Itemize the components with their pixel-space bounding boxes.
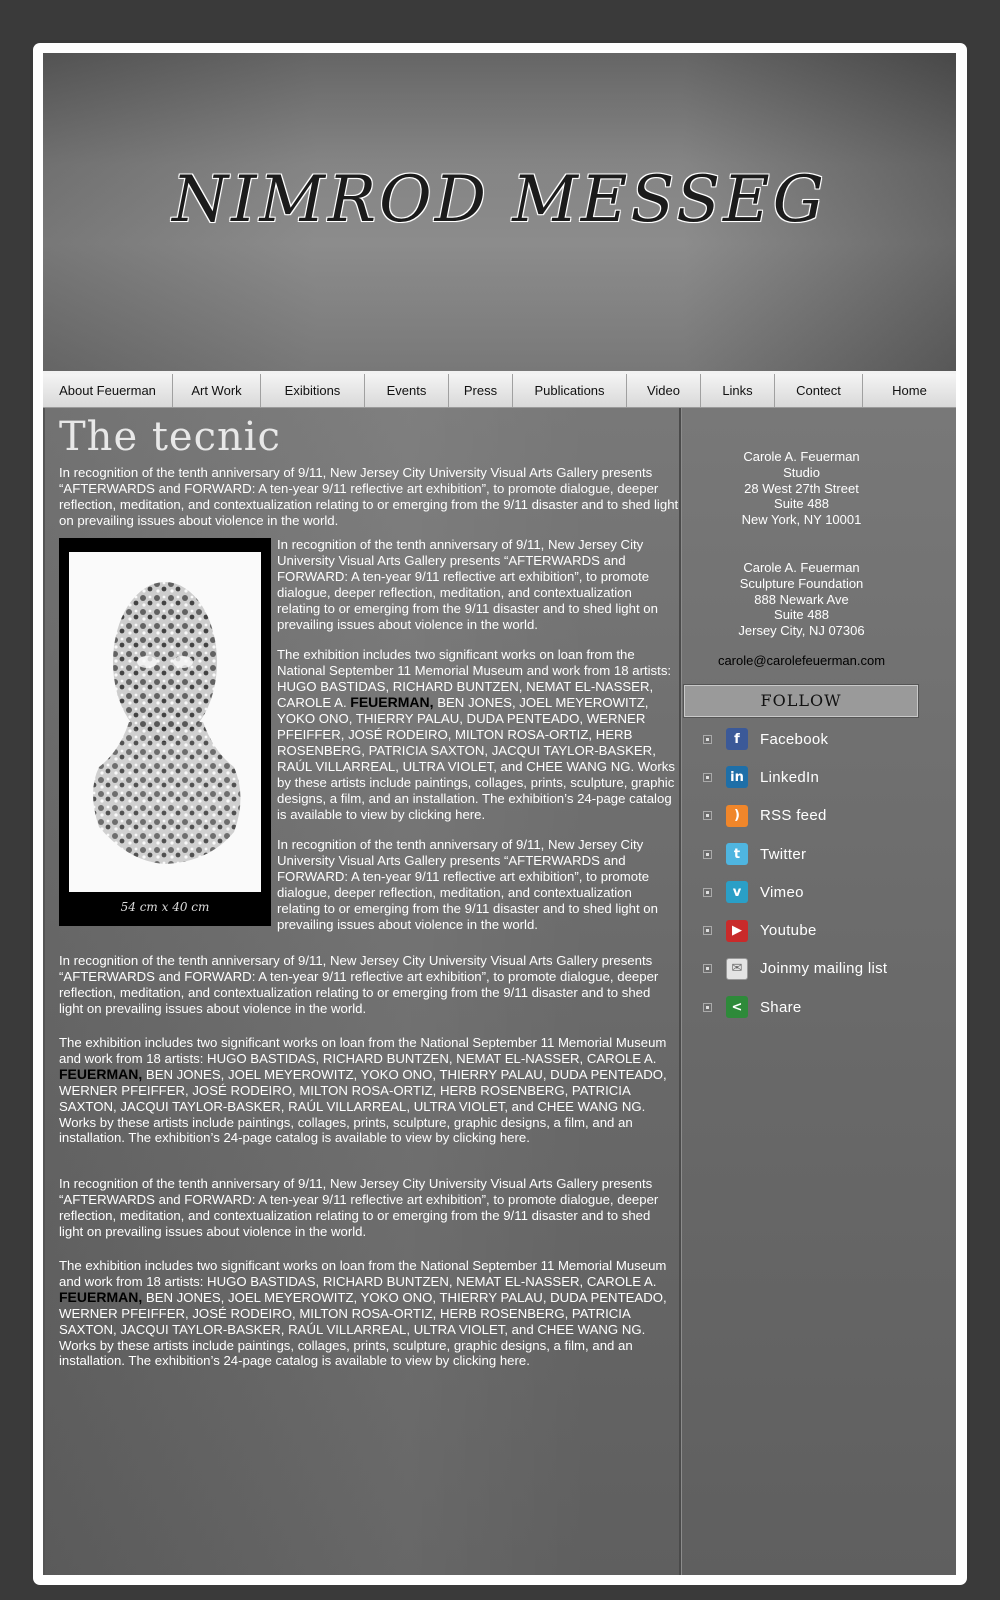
page-title: The tecnic xyxy=(59,414,281,460)
address-line: 28 West 27th Street xyxy=(744,480,859,496)
nav-item-exibitions[interactable]: Exibitions xyxy=(261,374,365,407)
sculpture-head-icon xyxy=(69,552,261,892)
vimeo-icon: v xyxy=(726,881,748,903)
share-icon: < xyxy=(726,996,748,1018)
artist-highlight: FEUERMAN, xyxy=(59,1065,143,1082)
bullet-icon xyxy=(703,773,712,782)
artwork-figure xyxy=(59,538,271,926)
site-header xyxy=(43,53,956,374)
bullet-icon xyxy=(703,850,712,859)
bullet-icon xyxy=(703,926,712,935)
nav-item-contect[interactable]: Contect xyxy=(775,374,863,407)
facebook-icon: f xyxy=(726,728,748,750)
youtube-icon: ▶ xyxy=(726,920,748,942)
foundation-address xyxy=(679,560,924,639)
main-nav xyxy=(43,374,956,408)
address-line: Carole A. Feuerman xyxy=(743,449,860,464)
artist-highlight: FEUERMAN, xyxy=(59,1288,143,1305)
follow-heading: FOLLOW xyxy=(683,684,919,718)
sculpture-image xyxy=(69,552,261,892)
recognition-paragraph: In recognition of the tenth anniversary of 9/11, New Jersey City University Visual Arts Gallery presents “AFTERWARDS and FORWARD: A ten-year 9/11 reflective art exhibition”, to promote dialogue, deeper reflection, meditation, and contextualization relating to or emerging from the 9/11 disaster and to shed light on prevailing issues about violence in the world. xyxy=(59,953,659,1016)
exhibition-paragraph xyxy=(59,1035,671,1146)
artist-highlight: FEUERMAN, xyxy=(350,694,434,711)
bullet-icon xyxy=(703,735,712,744)
main-column xyxy=(43,408,681,1575)
nav-item-press[interactable]: Press xyxy=(449,374,513,407)
exhibition-text: The exhibition includes two significant works on loan from the National September 11 Memorial Museum and work from 18 artists: HUGO BASTIDAS, RICHARD BUNTZEN, NEMAT EL-NASSER, CAROLE A. xyxy=(59,1035,667,1066)
address-line: Carole A. Feuerman xyxy=(743,560,860,575)
site-title: NIMROD MESSEG xyxy=(172,163,827,237)
rss-icon: ) xyxy=(726,805,748,827)
exhibition-paragraph xyxy=(59,1258,671,1369)
mail-icon: ✉ xyxy=(726,958,748,980)
address-line: 888 Newark Ave xyxy=(754,591,849,607)
figure-caption: 54 cm x 40 cm xyxy=(120,900,210,914)
bullet-icon xyxy=(703,1003,712,1012)
wrapped-text-column xyxy=(277,537,675,948)
nav-item-links[interactable]: Links xyxy=(701,374,775,407)
nav-item-publications[interactable]: Publications xyxy=(513,374,627,407)
sidebar xyxy=(679,408,956,1575)
social-label: Share xyxy=(760,998,802,1016)
social-link-facebook[interactable] xyxy=(703,720,943,758)
address-line: Suite 488 xyxy=(774,496,829,512)
page-inner xyxy=(43,53,956,1575)
social-label: Facebook xyxy=(760,730,829,748)
social-link-share[interactable] xyxy=(703,988,943,1026)
nav-item-events[interactable]: Events xyxy=(365,374,449,407)
social-links xyxy=(703,720,943,1026)
exhibition-text: BEN JONES, JOEL MEYEROWITZ, YOKO ONO, THIERRY PALAU, DUDA PENTEADO, WERNER PFEIFFER, JOSÉ RODEIRO, MILTON ROSA-ORTIZ, HERB ROSENBERG, PATRICIA SAXTON, JACQUI TAYLOR-BASKER, RAÚL VILLARREAL, ULTRA VIOLET, and CHEE WANG NG. Works by these artists include paintings, collages, prints, sculpture, graphic designs, a film, and an installation. The exhibition’s 24-page catalog is available to view by clicking here. xyxy=(59,1066,667,1146)
nav-item-about-feuerman[interactable]: About Feuerman xyxy=(43,374,173,407)
studio-address xyxy=(679,449,924,528)
recognition-paragraph: In recognition of the tenth anniversary of 9/11, New Jersey City University Visual Arts Gallery presents “AFTERWARDS and FORWARD: A ten-year 9/11 reflective art exhibition”, to promote dialogue, deeper reflection, meditation, and contextualization relating to or emerging from the 9/11 disaster and to shed light on prevailing issues about violence in the world. xyxy=(59,1176,659,1239)
social-label: Joinmy mailing list xyxy=(760,960,888,978)
recognition-paragraph: In recognition of the tenth anniversary of 9/11, New Jersey City University Visual Arts Gallery presents “AFTERWARDS and FORWARD: A ten-year 9/11 reflective art exhibition”, to promote dialogue, deeper reflection, meditation, and contextualization relating to or emerging from the 9/11 disaster and to shed light on prevailing issues about violence in the world. xyxy=(277,537,658,632)
exhibition-text: The exhibition includes two significant works on loan from the National September 11 Memorial Museum and work from 18 artists: HUGO BASTIDAS, RICHARD BUNTZEN, NEMAT EL-NASSER, CAROLE A. xyxy=(277,647,672,711)
address-line: New York, NY 10001 xyxy=(741,512,862,528)
page-frame xyxy=(33,43,967,1585)
content-area xyxy=(43,408,956,1575)
address-line: Jersey City, NJ 07306 xyxy=(738,623,865,639)
bullet-icon xyxy=(703,888,712,897)
social-label: Twitter xyxy=(760,845,807,863)
nav-item-video[interactable]: Video xyxy=(627,374,701,407)
bullet-icon xyxy=(703,964,712,973)
social-link-linkedin[interactable] xyxy=(703,758,943,796)
social-link-youtube[interactable] xyxy=(703,911,943,949)
social-label: LinkedIn xyxy=(760,768,820,786)
exhibition-paragraph xyxy=(277,647,675,822)
social-link-joinmy-mailing-list[interactable] xyxy=(703,950,943,988)
bullet-icon xyxy=(703,811,712,820)
exhibition-text: BEN JONES, JOEL MEYEROWITZ, YOKO ONO, THIERRY PALAU, DUDA PENTEADO, WERNER PFEIFFER, JOSÉ RODEIRO, MILTON ROSA-ORTIZ, HERB ROSENBERG, PATRICIA SAXTON, JACQUI TAYLOR-BASKER, RAÚL VILLARREAL, ULTRA VIOLET, and CHEE WANG NG. Works by these artists include paintings, collages, prints, sculpture, graphic designs, a film, and an installation. The exhibition’s 24-page catalog is available to view by clicking here. xyxy=(59,1289,667,1369)
exhibition-text: BEN JONES, JOEL MEYEROWITZ, YOKO ONO, THIERRY PALAU, DUDA PENTEADO, WERNER PFEIFFER, JOSÉ RODEIRO, MILTON ROSA-ORTIZ, HERB ROSENBERG, PATRICIA SAXTON, JACQUI TAYLOR-BASKER, RAÚL VILLARREAL, ULTRA VIOLET, and CHEE WANG NG. Works by these artists include paintings, collages, prints, sculpture, graphic designs, a film, and an installation. The exhibition’s 24-page catalog is available to view by clicking here. xyxy=(277,695,675,822)
twitter-icon: t xyxy=(726,843,748,865)
social-label: Vimeo xyxy=(760,883,804,901)
intro-paragraph: In recognition of the tenth anniversary of 9/11, New Jersey City University Visual Arts Gallery presents “AFTERWARDS and FORWARD: A ten-year 9/11 reflective art exhibition”, to promote dialogue, deeper reflection, meditation, and contextualization relating to or emerging from the 9/11 disaster and to shed light on prevailing issues about violence in the world. xyxy=(59,465,679,528)
social-link-vimeo[interactable] xyxy=(703,873,943,911)
social-link-rss-feed[interactable] xyxy=(703,797,943,835)
contact-email[interactable]: carole@carolefeuerman.com xyxy=(717,653,886,668)
nav-item-home[interactable]: Home xyxy=(892,383,927,398)
address-line: Sculpture Foundation xyxy=(739,575,864,591)
address-line: Suite 488 xyxy=(774,607,829,623)
social-label: RSS feed xyxy=(760,807,827,825)
recognition-paragraph: In recognition of the tenth anniversary of 9/11, New Jersey City University Visual Arts Gallery presents “AFTERWARDS and FORWARD: A ten-year 9/11 reflective art exhibition”, to promote dialogue, deeper reflection, meditation, and contextualization relating to or emerging from the 9/11 disaster and to shed light on prevailing issues about violence in the world. xyxy=(277,837,658,932)
social-link-twitter[interactable] xyxy=(703,835,943,873)
exhibition-text: The exhibition includes two significant works on loan from the National September 11 Memorial Museum and work from 18 artists: HUGO BASTIDAS, RICHARD BUNTZEN, NEMAT EL-NASSER, CAROLE A. xyxy=(59,1258,667,1289)
linkedin-icon: in xyxy=(726,766,748,788)
social-label: Youtube xyxy=(760,922,817,940)
nav-item-art-work[interactable]: Art Work xyxy=(173,374,261,407)
address-line: Studio xyxy=(783,464,820,480)
